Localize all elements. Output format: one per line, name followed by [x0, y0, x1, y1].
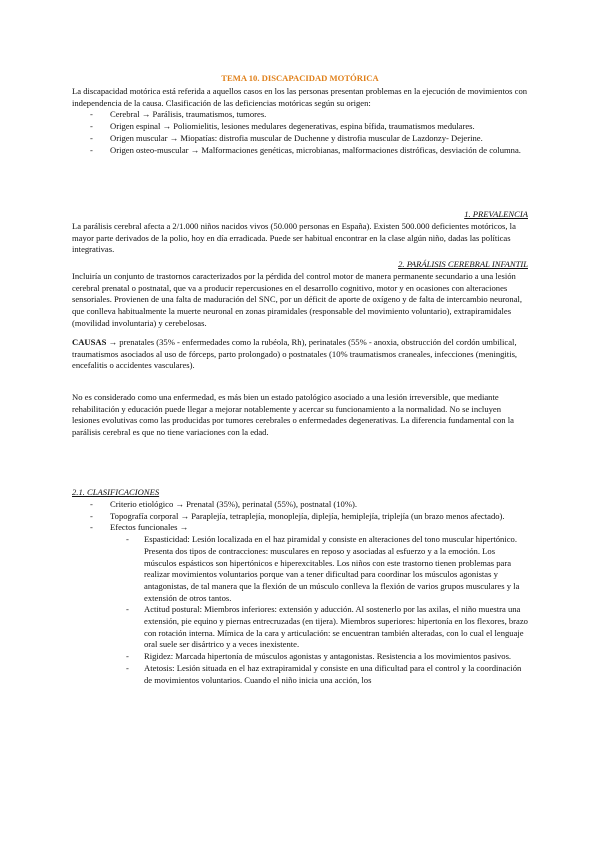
prevalencia-block — [72, 221, 528, 256]
list-item: - Criterio etiológico → Prenatal (35%), perinatal (55%), postnatal (10%). — [72, 499, 528, 511]
list-item: - Origen osteo-muscular → Malformaciones genéticas, microbianas, malformaciones distróficas, desviación de columna. — [72, 145, 528, 157]
list-item: - Actitud postural: Miembros inferiores: extensión y aducción. Al sostenerlo por las axilas, el niño muestra una extensión, pie equino y piernas entrecruzadas (en tijera). Miembros superiores: hipertonía en los flexores, brazo con rotación interna. Mímica de la cara y articulación: se encuentran también alteradas, con lo cual el lenguaje oral suele ser disártrico y a veces inexistente. — [72, 604, 528, 651]
list-item: - Efectos funcionales → — [72, 522, 528, 534]
intro-paragraph: La discapacidad motórica está referida a aquellos casos en los las personas presentan problemas en la ejecución de movimientos con independencia de la causa. Clasificación de las deficiencias motóricas según su origen: — [72, 86, 528, 108]
causes-paragraph — [72, 337, 528, 372]
list-item: - Cerebral → Parálisis, traumatismos, tumores. — [72, 109, 528, 121]
paralisis-block — [72, 271, 528, 330]
document-title: TEMA 10. DISCAPACIDAD MOTÓRICA — [221, 73, 379, 83]
section-heading-paralisis: 2. PARÁLISIS CEREBRAL INFANTIL — [398, 259, 528, 269]
intro-block — [72, 86, 528, 156]
classifications-list — [72, 499, 528, 534]
causes-text: → prenatales (35% - enfermedades como la rubéola, Rh), perinatales (55% - anoxia, obstrucción del cordón umbilical, traumatismos asociados al uso de fórceps, parto prolongado) o postnatales (10% traumatismos craneales, infecciones (meningitis, encefalitis o accidentes vasculares). — [72, 337, 518, 371]
list-item: - Topografía corporal → Paraplejía, tetraplejía, monoplejía, diplejía, hemiplejía, triplejía (un brazo menos afectado). — [72, 511, 528, 523]
list-item: - Rigidez: Marcada hipertonía de músculos agonistas y antagonistas. Resistencia a los movimientos pasivos. — [72, 651, 528, 663]
prevalencia-paragraph: La parálisis cerebral afecta a 2/1.000 niños nacidos vivos (50.000 personas en España). Existen 500.000 deficientes motóricos, la mayor parte derivados de la polio, hoy en día erradicada. Puede ser habitual encontrar en la clase algún niño, dadas las políticas integrativas. — [72, 221, 516, 255]
paralisis-paragraph: Incluiría un conjunto de trastornos caracterizados por la pérdida del control motor de manera permanente secundario a una lesión cerebral prenatal o postnatal, que va a producir repercusiones en el desarrollo cognitivo, motor y en ocasiones con alteraciones sensoriales. Provienen de una falta de maduración del SNC, por un déficit de aporte de oxígeno y de falta de intercambio neuronal, que conlleva habitualmente la muerte neuronal en zonas piramidales (responsable del movimiento voluntario), extrapiramidales (movilidad involuntaria) y cerebelosas. — [72, 271, 523, 328]
section-heading-prevalencia: 1. PREVALENCIA — [464, 209, 528, 219]
functional-effects-list — [72, 534, 528, 686]
list-item: - Atetosis: Lesión situada en el haz extrapiramidal y consiste en una dificultad para el control y la coordinación de movimientos voluntarios. Cuando el niño inicia una acción, los — [72, 663, 528, 686]
list-item: - Origen muscular → Miopatías: distrofia muscular de Duchenne y distrofia muscular de Lazdonzy- Dejerine. — [72, 133, 528, 145]
classifications-block — [72, 499, 528, 686]
list-item: - Origen espinal → Poliomielitis, lesiones medulares degenerativas, espina bífida, traumatismos medulares. — [72, 121, 528, 133]
paragraph-three-block — [72, 392, 528, 439]
paragraph-three: No es considerado como una enfermedad, es más bien un estado patológico asociado a una lesión irreversible, que mediante rehabilitación y educación puede llegar a mejorar notablemente y acercar su funcionamiento a la normalidad. No se incluyen lesiones evolutivas como las producidas por tumores cerebrales o enfermedades degenerativas. La diferencia fundamental con la parálisis cerebral es que no tiene variaciones con la edad. — [72, 392, 514, 438]
origins-list — [72, 109, 528, 156]
causes-label: CAUSAS — [72, 337, 107, 347]
section-heading-clasificaciones: 2.1. CLASIFICACIONES — [72, 487, 160, 497]
causes-block — [72, 337, 528, 372]
list-item: - Espasticidad: Lesión localizada en el haz piramidal y consiste en alteraciones del tono muscular hipertónico. Presenta dos tipos de contracciones: musculares en reposo y asociadas al esfuerzo y a la emoción. Los músculos espásticos son hipertónicos e hiperexcitables. Los niños con este trastorno tienen problemas para realizar movimientos voluntarios porque van a tener dificultad para coordinar los músculos agonistas y antagonistas, de tal manera que la flexión de un músculo conlleva la flexión de varios grupos musculares y la extensión de otros tantos. — [72, 534, 528, 604]
